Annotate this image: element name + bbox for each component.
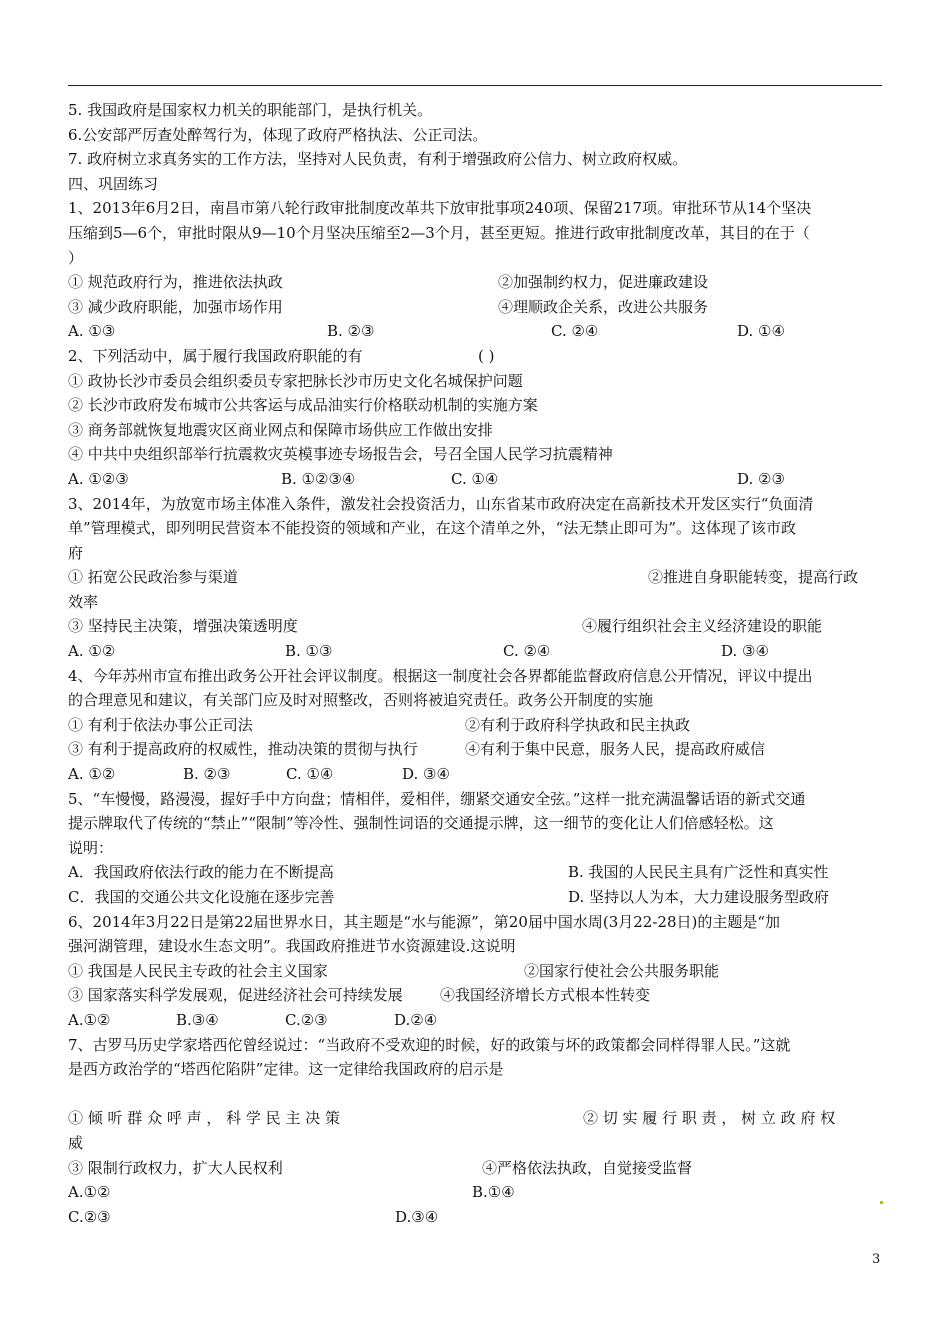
q6-choice-c: C.②③ [285,1010,328,1029]
q3-choice-d: D. ③④ [721,642,769,661]
q1-option-3: ③ 减少政府职能，加强市场作用 [68,297,283,316]
statement: 6.公安部严厉查处醉驾行为，体现了政府严格执法、公正司法。 [68,125,488,144]
q3-option-4: ④履行组织社会主义经济建设的职能 [582,617,823,636]
q4-choice-d: D. ③④ [402,765,450,784]
q5-choice-d: D. 坚持以人为本，大力建设服务型政府 [568,888,830,906]
page-number: 3 [872,1252,881,1267]
q7-choice-b: B.①④ [472,1183,515,1202]
q6-option-1: ① 我国是人民民主专政的社会主义国家 [68,961,328,980]
q7-option-4: ④严格依法执政，自觉接受监督 [482,1158,693,1177]
q7-choice-a: A.①② [68,1183,111,1202]
q4-choice-b: B. ②③ [183,765,231,784]
q6-option-3: ③ 国家落实科学发展观，促进经济社会可持续发展 [68,986,403,1005]
q6-choice-a: A.①② [68,1010,111,1029]
q2-stem-row [68,344,882,369]
q3-options-row [68,565,882,590]
q4-option-4: ④有利于集中民意，服务人民，提高政府威信 [465,740,766,759]
q4-options-row [68,737,882,762]
stray-dot [880,1201,883,1204]
q6-stem: 6、2014年3月22日是第22届世界水日，其主题是“水与能源”，第20届中国水周(3月22-28日)的主题是“加 [68,912,781,931]
q5-stem: 说明： [68,838,114,857]
q1-option-4: ④理顺政企关系，改进公共服务 [498,297,709,316]
blank-line [68,1082,882,1107]
q6-choices [68,1008,882,1033]
q1-choice-b: B. ②③ [327,322,375,341]
q1-stem: ） [68,248,84,267]
q6-choice-d: D.②④ [394,1010,438,1029]
q2-choice-c: C. ①④ [451,469,499,488]
q2-option-2: ② 长沙市政府发布城市公共客运与成品油实行价格联动机制的实施方案 [68,396,538,415]
q2-option-4: ④ 中共中央组织部举行抗震救灾英模事迹专场报告会，号召全国人民学习抗震精神 [68,445,613,464]
q7-option-3: ③ 限制行政权力，扩大人民权利 [68,1158,283,1177]
section-title: 四、巩固练习 [68,174,159,193]
q2-choice-b: B. ①②③④ [281,469,356,488]
q7-choices-row [68,1180,882,1205]
q1-choice-d: D. ①④ [737,322,785,341]
q7-stem: 是西方政治学的“塔西佗陷阱”定律。这一定律给我国政府的启示是 [68,1060,504,1079]
header-rule [68,85,882,86]
q3-choices [68,639,882,664]
q7-choice-c: C.②③ [68,1207,111,1226]
q6-options-row [68,983,882,1008]
q4-option-1: ① 有利于依法办事公正司法 [68,715,253,734]
statement: 7. 政府树立求真务实的工作方法，坚持对人民负责，有利于增强政府公信力、树立政府权威。 [68,150,688,169]
q3-stem: 3、2014年，为放宽市场主体准入条件，激发社会投资活力，山东省某市政府决定在高新技术开发区实行“负面清 [68,494,814,513]
q7-options-row [68,1156,882,1181]
q4-stem: 的合理意见和建议，有关部门应及时对照整改，否则将被追究责任。政务公开制度的实施 [68,691,654,710]
q7-choices-row [68,1205,882,1230]
q7-stem: 7、古罗马历史学家塔西佗曾经说过：“当政府不受欢迎的时候，好的政策与坏的政策都会同样得罪人民。”这就 [68,1035,791,1054]
q2-stem: 2、下列活动中，属于履行我国政府职能的有 [68,346,363,365]
q7-option-1: ① 倾 听 群 众 呼 声 ， 科 学 民 主 决 策 [68,1109,340,1128]
q3-choice-a: A. ①② [68,642,116,661]
q3-option-1: ① 拓宽公民政治参与渠道 [68,568,238,587]
q1-choice-a: A. ①③ [68,322,116,341]
q5-choice-b: B. 我国的人民民主具有广泛性和真实性 [568,863,829,882]
q1-options-row [68,270,882,295]
q5-stem: 5、“车慢慢，路漫漫，握好手中方向盘；情相伴，爱相伴，绷紧交通安全弦。”这样一批充满温馨话语的新式交通 [68,789,806,808]
q5-choice-a: A．我国政府依法行政的能力在不断提高 [68,863,334,882]
q6-options-row [68,959,882,984]
q6-option-4: ④我国经济增长方式根本性转变 [440,986,651,1005]
q5-stem: 提示牌取代了传统的“禁止”“限制”等冷性、强制性词语的交通提示牌，这一细节的变化让人们倍感轻松。这 [68,814,774,833]
q3-stem: 单”管理模式，即列明民营资本不能投资的领域和产业，在这个清单之外，“法无禁止即可为”。这体现了该市政 [68,519,797,538]
q1-option-1: ① 规范政府行为，推进依法执政 [68,273,283,292]
q2-answer-paren: ( ) [478,346,495,365]
q6-option-2: ②国家行使社会公共服务职能 [524,961,720,980]
q5-choices-row [68,885,882,910]
q5-choices-row [68,860,882,885]
q7-option-2: ② 切 实 履 行 职 责 ， 树 立 政 府 权 [583,1109,836,1128]
q7-option-2-cont: 威 [68,1133,84,1152]
q3-choice-c: C. ②④ [503,642,551,661]
q5-choice-c: C．我国的交通公共文化设施在逐步完善 [68,888,335,906]
q1-stem: 1、2013年6月2日，南昌市第八轮行政审批制度改革共下放审批事项240项、保留217项。审批环节从14个坚决 [68,199,812,218]
q3-choice-b: B. ①③ [285,642,333,661]
q1-options-row [68,295,882,320]
document-body [68,98,882,1229]
q2-option-1: ① 政协长沙市委员会组织委员专家把脉长沙市历史文化名城保护问题 [68,371,523,390]
q3-options-row [68,614,882,639]
q4-stem: 4、今年苏州市宣布推出政务公开社会评议制度。根据这一制度社会各界都能监督政府信息公开情况，评议中提出 [68,666,813,685]
q1-choices [68,319,882,344]
q4-choice-a: A. ①② [68,765,116,784]
q2-choice-d: D. ②③ [737,469,785,488]
q7-choice-d: D.③④ [395,1207,439,1226]
q3-option-2-cont: 效率 [68,592,99,611]
q6-stem: 强河湖管理，建设水生态文明”。我国政府推进节水资源建设.这说明 [68,937,516,956]
q2-option-3: ③ 商务部就恢复地震灾区商业网点和保障市场供应工作做出安排 [68,420,493,439]
statement: 5. 我国政府是国家权力机关的职能部门，是执行机关。 [68,101,433,119]
q4-options-row [68,713,882,738]
q1-option-2: ②加强制约权力，促进廉政建设 [498,273,709,292]
q1-choice-c: C. ②④ [551,322,599,341]
q3-stem: 府 [68,543,84,562]
q4-choices [68,762,882,787]
q4-option-3: ③ 有利于提高政府的权威性，推动决策的贯彻与执行 [68,740,418,759]
q3-option-3: ③ 坚持民主决策，增强决策透明度 [68,617,298,636]
q6-choice-b: B.③④ [176,1010,219,1029]
q4-choice-c: C. ①④ [286,765,334,784]
q3-option-2: ②推进自身职能转变，提高行政 [648,568,859,587]
q4-option-2: ②有利于政府科学执政和民主执政 [465,715,691,734]
q7-options-row [68,1106,882,1131]
q2-choice-a: A. ①②③ [68,469,129,488]
q1-stem: 压缩到5—6个，审批时限从9—10个月坚决压缩至2—3个月，甚至更短。推进行政审批制度改革，其目的在于（ [68,223,810,242]
q2-choices [68,467,882,492]
